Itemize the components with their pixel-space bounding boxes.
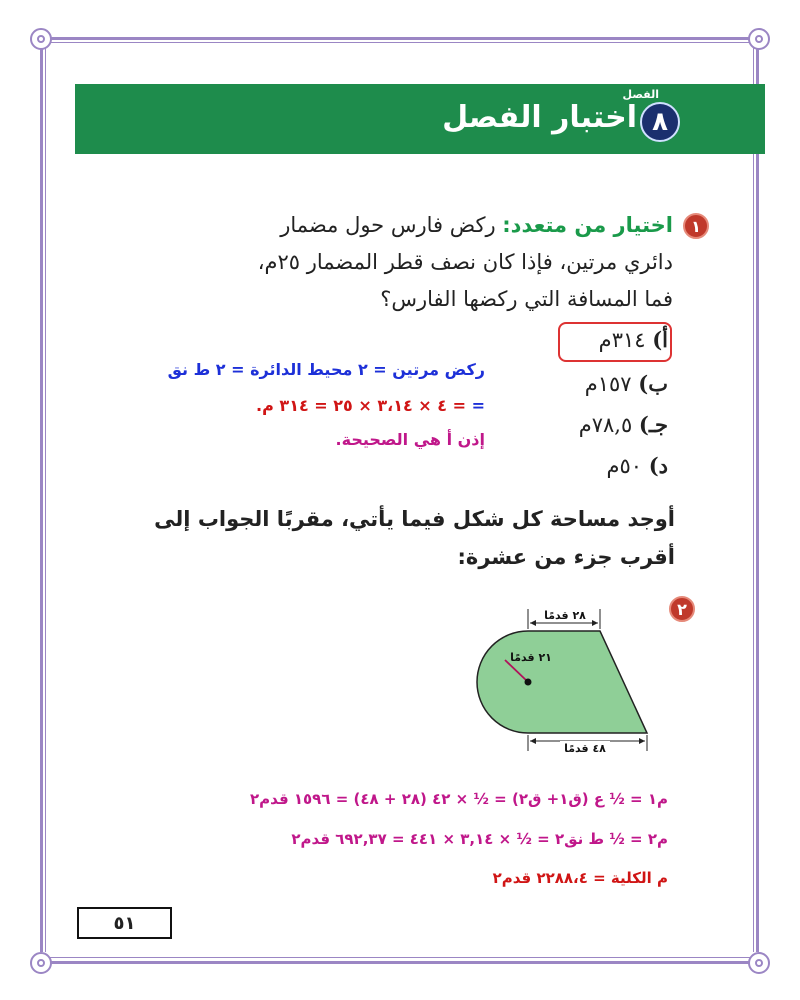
solution1-equals: = xyxy=(471,396,485,415)
center-point xyxy=(525,679,532,686)
solution2-line1: م١ = ½ ع (ق١+ ق٢) = ½ × ٤٢ (٢٨ + ٤٨) = ١٥٩٦ قدم٢ xyxy=(250,790,668,808)
frame-corner-ornament xyxy=(748,952,770,974)
frame-corner-ornament xyxy=(748,28,770,50)
solution1-calc: = ٤ × ٣،١٤ × ٢٥ = ٣١٤ م. xyxy=(256,396,467,415)
option-d[interactable] xyxy=(606,453,668,478)
option-letter: ب) xyxy=(638,371,668,396)
chapter-label: الفصل xyxy=(622,88,659,101)
instruction-line1: أوجد مساحة كل شكل فيما يأتي، مقربًا الجواب إلى xyxy=(154,507,675,531)
option-c[interactable] xyxy=(579,412,668,437)
question1-line1 xyxy=(280,208,673,242)
frame-right-line xyxy=(756,47,759,952)
frame-left-line xyxy=(40,47,43,952)
solution2-line2: م٢ = ½ ط نق٢ = ½ × ٣,١٤ × ٤٤١ = ٦٩٢,٣٧ قدم٢ xyxy=(291,830,668,848)
figure-shape xyxy=(477,631,647,733)
option-value: ٣١٤م xyxy=(598,328,646,352)
frame-bottom-line-inner xyxy=(50,957,750,958)
option-letter: أ) xyxy=(652,327,668,352)
composite-figure xyxy=(465,605,665,755)
chapter-number-badge: ٨ xyxy=(640,102,680,142)
option-a[interactable] xyxy=(599,327,668,352)
page-number: ٥١ xyxy=(77,907,172,939)
question-number-badge: ١ xyxy=(683,213,709,239)
question1-line2: دائري مرتين، فإذا كان نصف قطر المضمار ٢٥م، xyxy=(257,250,673,274)
frame-left-line-inner xyxy=(45,47,46,952)
question1-line3: فما المسافة التي ركضها الفارس؟ xyxy=(380,287,673,311)
option-letter: د) xyxy=(648,453,668,478)
frame-right-line-inner xyxy=(753,47,754,952)
frame-top-line-inner xyxy=(50,42,750,43)
option-value: ٥٠م xyxy=(606,454,643,478)
radius-label: ٢١ قدمًا xyxy=(510,651,552,664)
question-text: ركض فارس حول مضمار xyxy=(280,213,496,237)
bottom-dimension-label: ٤٨ قدمًا xyxy=(564,742,606,755)
question-number-badge: ٢ xyxy=(669,596,695,622)
solution1-line1: ركض مرتين = ٢ محيط الدائرة = ٢ ط نق xyxy=(167,360,485,379)
frame-corner-ornament xyxy=(30,28,52,50)
question-type-label: اختيار من متعدد: xyxy=(502,213,673,237)
solution1-line2 xyxy=(256,396,485,415)
frame-bottom-line xyxy=(50,961,750,964)
chapter-header-banner xyxy=(75,84,765,154)
option-value: ١٥٧م xyxy=(584,372,632,396)
top-dimension-label: ٢٨ قدمًا xyxy=(544,609,586,622)
option-letter: جـ) xyxy=(638,412,668,437)
instruction-line2: أقرب جزء من عشرة: xyxy=(457,545,675,569)
option-b[interactable] xyxy=(585,371,668,396)
option-value: ٧٨,٥م xyxy=(578,413,633,437)
page-title: اختبار الفصل xyxy=(442,100,637,135)
frame-corner-ornament xyxy=(30,952,52,974)
solution1-line3: إذن أ هي الصحيحة. xyxy=(335,430,485,449)
solution2-line3: م الكلية = ٢٢٨٨،٤ قدم٢ xyxy=(492,869,668,887)
frame-top-line xyxy=(50,37,750,40)
